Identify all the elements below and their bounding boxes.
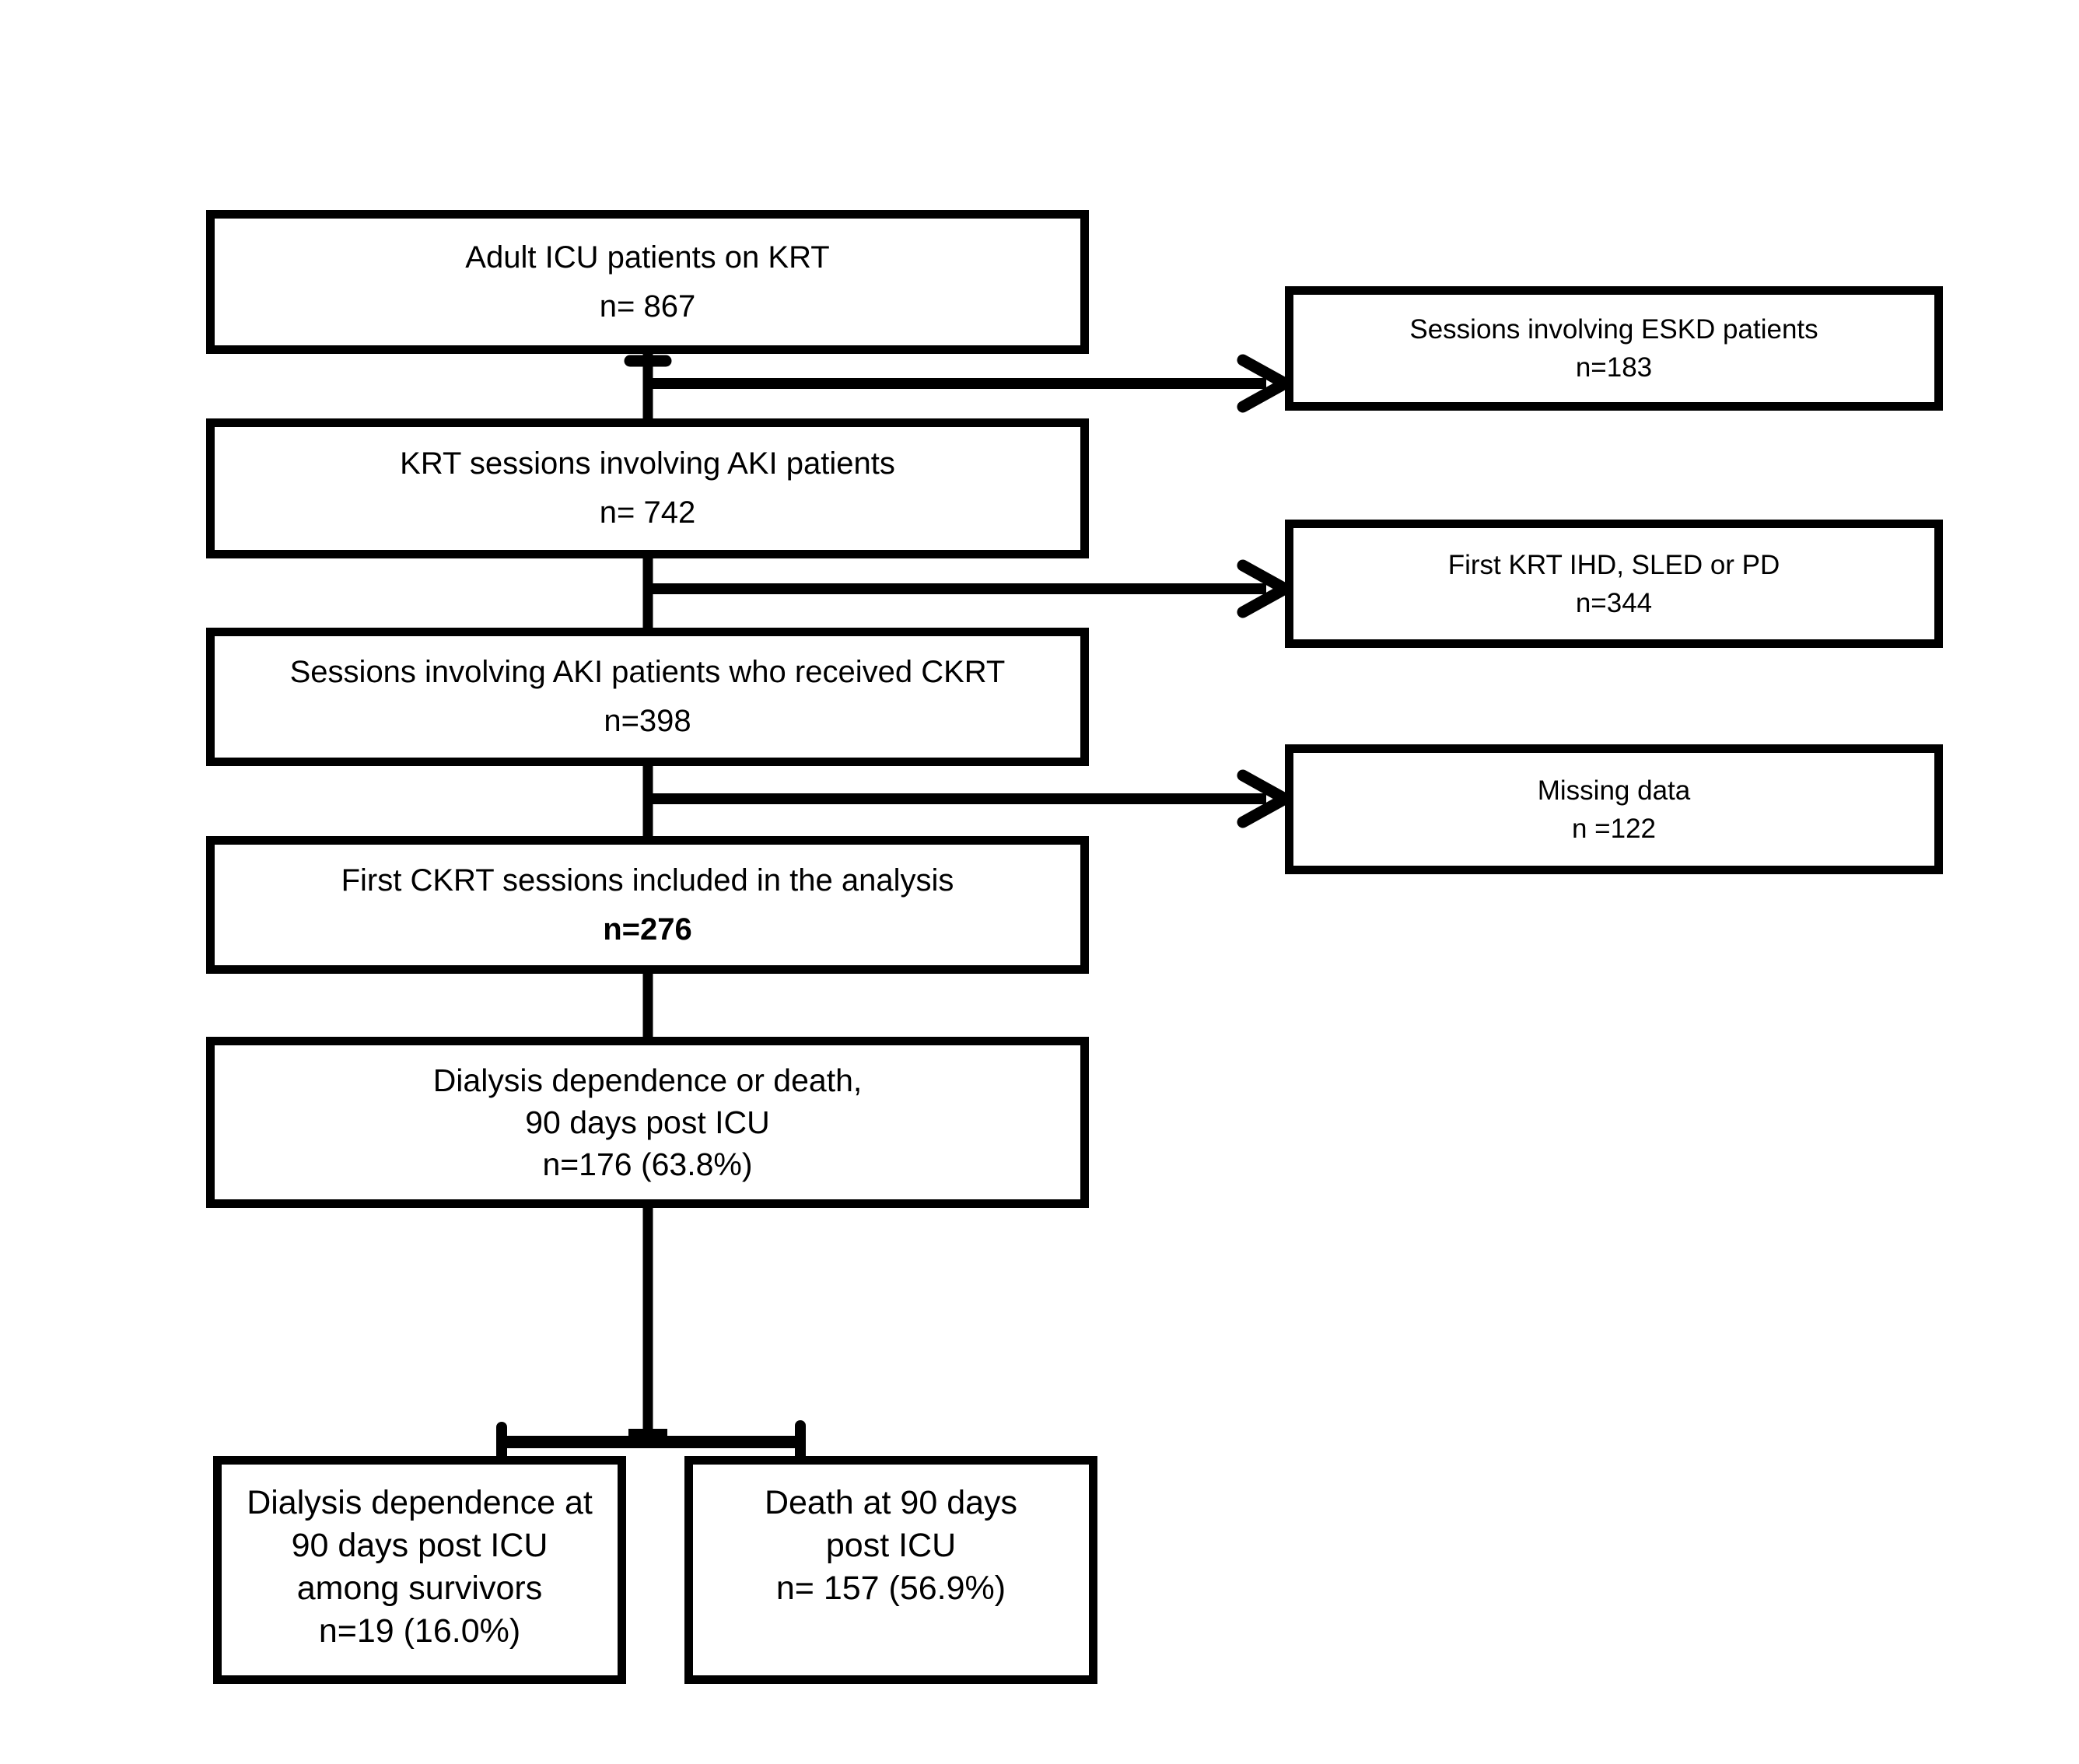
box-eskd-line1: Sessions involving ESKD patients [1409,314,1818,345]
box-included-count: n=276 [603,912,692,947]
box-dialysis-dependence-survivors [213,1456,626,1684]
box-dialysis-dep-line1: Dialysis dependence at [247,1484,593,1521]
box-eskd-excluded [1285,286,1943,411]
box-aki-ckrt-sessions [206,628,1089,766]
box-aki-ckrt-count: n=398 [604,704,691,738]
box-adult-icu-count: n= 867 [599,289,696,324]
box-dialysis-dep-count: n=19 (16.0%) [318,1612,521,1650]
box-death-count: n= 157 (56.9%) [775,1570,1006,1607]
box-composite-line1: Dialysis dependence or death, [432,1062,863,1098]
box-death-90-days [684,1456,1097,1684]
box-krt-aki-count: n= 742 [599,495,696,530]
box-death-line2: post ICU [825,1527,957,1564]
box-included-analysis [206,836,1089,974]
box-aki-ckrt-line1: Sessions involving AKI patients who received CKRT [289,655,1006,689]
box-missing-count: n =122 [1571,813,1657,844]
box-krt-aki-sessions [206,418,1089,558]
box-dialysis-dep-line2: 90 days post ICU [291,1527,548,1564]
box-composite-count: n=176 (63.8%) [542,1146,753,1182]
box-adult-icu-patients [206,210,1089,354]
box-eskd-count: n=183 [1575,352,1653,383]
box-composite-outcome [206,1037,1089,1208]
box-included-line1: First CKRT sessions included in the analysis [341,863,954,898]
box-dialysis-dep-line3: among survivors [296,1570,543,1607]
box-adult-icu-line1: Adult ICU patients on KRT [465,240,830,275]
box-first-krt-line1: First KRT IHD, SLED or PD [1447,549,1780,580]
box-death-line1: Death at 90 days [764,1484,1018,1521]
box-missing-line1: Missing data [1537,775,1691,806]
box-first-krt-count: n=344 [1575,587,1653,618]
box-krt-aki-line1: KRT sessions involving AKI patients [400,446,895,481]
box-missing-data [1285,744,1943,874]
box-composite-line2: 90 days post ICU [525,1104,770,1140]
box-first-krt-other-modality [1285,520,1943,648]
